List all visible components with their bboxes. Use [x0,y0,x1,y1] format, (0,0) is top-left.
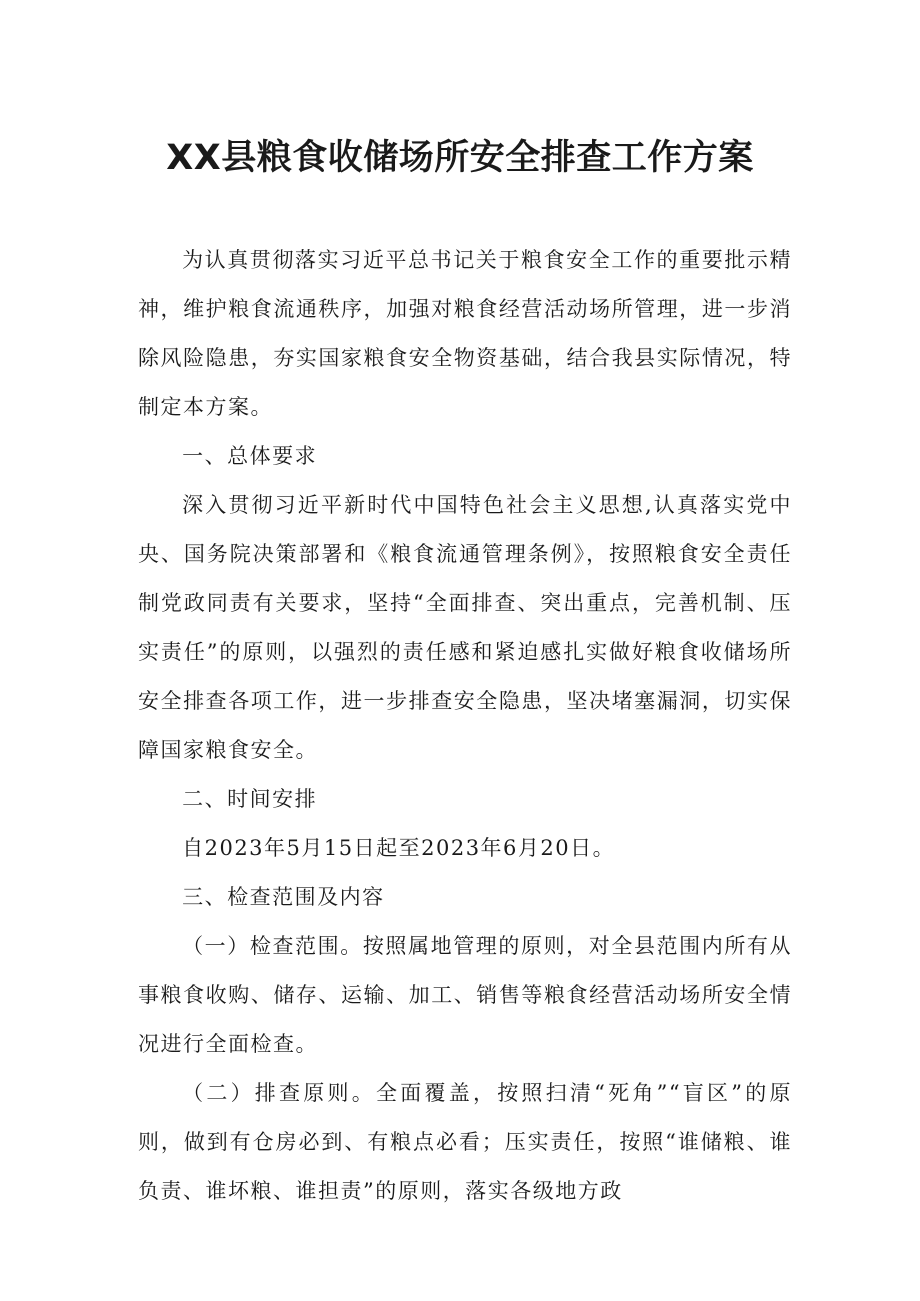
document-title: XX县粮食收储场所安全排查工作方案 [166,138,754,178]
section-2-paragraph: 自2023年5月15日起至2023年6月20日。 [182,836,616,860]
section-1-heading: 一、总体要求 [182,444,318,468]
section-2-heading: 二、时间安排 [182,787,318,811]
intro-paragraph: 为认真贯彻落实习近平总书记关于粮食安全工作的重要批示精神，维护粮食流通秩序，加强对粮食经营活动场所管理，进一步消除风险隐患，夯实国家粮食安全物资基础，结合我县实际情况，特制定本方案。 [138,248,792,419]
section-3-item-1: （一）检查范围。按照属地管理的原则，对全县范围内所有从事粮食收购、储存、运输、加工、销售等粮食经营活动场所安全情况进行全面检查。 [138,934,792,1056]
document-body [138,236,792,1216]
section-3-item-2: （二）排查原则。全面覆盖，按照扫清“死角”“盲区”的原则，做到有仓房必到、有粮点必看；压实责任，按照“谁储粮、谁负责、谁坏粮、谁担责”的原则，落实各级地方政 [138,1081,792,1203]
section-1-paragraph: 深入贯彻习近平新时代中国特色社会主义思想,认真落实党中央、国务院决策部署和《粮食流通管理条例》，按照粮食安全责任制党政同责有关要求，坚持“全面排查、突出重点，完善机制、压实责任”的原则，以强烈的责任感和紧迫感扎实做好粮食收储场所安全排查各项工作，进一步排查安全隐患，坚决堵塞漏洞，切实保障国家粮食安全。 [138,493,792,762]
section-3-heading: 三、检查范围及内容 [182,885,385,909]
